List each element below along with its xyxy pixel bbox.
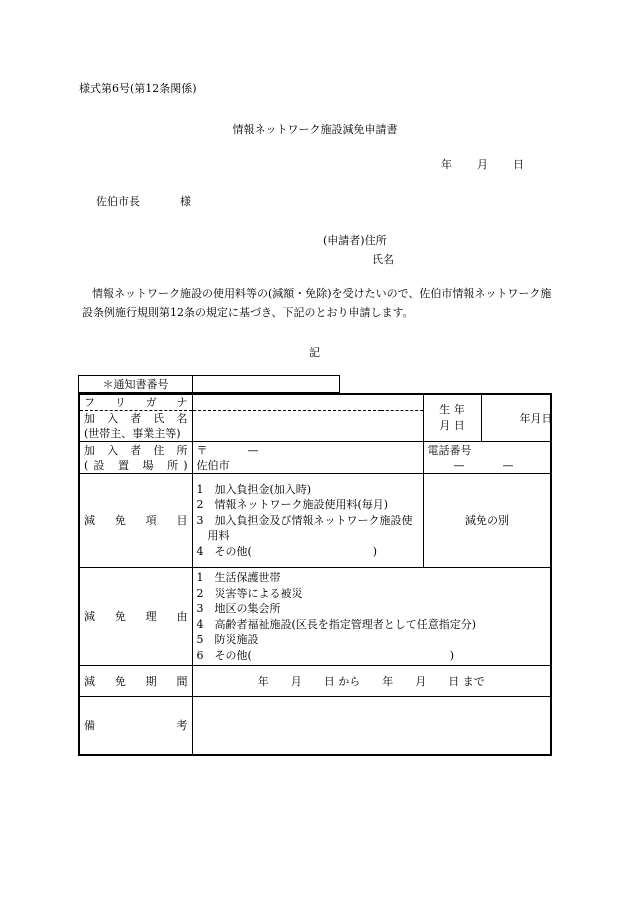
date-month-label: 月	[477, 158, 488, 171]
birthdate-label: 生 年 月 日	[423, 394, 481, 442]
remarks-label: 備 考	[79, 697, 192, 755]
phone-dash-1: —	[453, 458, 465, 472]
exemption-item: 2 情報ネットワーク施設使用料(毎月)	[196, 498, 389, 512]
exemption-items-list[interactable]	[192, 474, 423, 568]
request-body-text: 情報ネットワーク施設の使用料等の(減額・免除)を受けたいので、佐伯市情報ネットワーク施設条例施行規則第12条の規定に基づき、下記のとおり申請します。	[82, 287, 552, 319]
exemption-reason: 5 防災施設	[196, 633, 259, 646]
exemption-reason: 6 その他( )	[196, 648, 455, 662]
addressee-name: 佐伯市長	[96, 195, 140, 208]
exemption-period-field[interactable]: 年 月 日 から 年 月 日 まで	[192, 666, 551, 697]
birth-day-label: 日	[541, 411, 553, 425]
exemption-reason: 4 高齢者福祉施設(区長を指定管理者として任意指定分)	[196, 617, 477, 631]
postal-mark: 〒	[196, 443, 208, 457]
exemption-item: 3 加入負担金及び情報ネットワーク施設使	[196, 513, 413, 527]
birth-year-label: 年	[519, 411, 531, 425]
exemption-item: 用料	[196, 529, 230, 543]
applicant-address-label: (申請者)住所	[323, 234, 387, 247]
subscriber-name-field[interactable]	[192, 411, 423, 442]
exemption-reason: 3 地区の集会所	[196, 602, 281, 615]
date-day-label: 日	[513, 158, 524, 171]
exemption-type-label: 減免の別	[423, 474, 551, 568]
date-year-label: 年	[441, 158, 452, 171]
document-title: 情報ネットワーク施設減免申請書	[232, 123, 398, 136]
exemption-item: 1 加入負担金(加入時)	[196, 482, 312, 496]
city-text: 佐伯市	[196, 458, 230, 472]
birthdate-field[interactable]	[481, 394, 551, 442]
form-number: 様式第6号(第12条関係)	[79, 82, 197, 95]
notice-number-table	[78, 375, 340, 393]
phone-label: 電話番号	[427, 443, 472, 457]
exemption-reason: 2 災害等による被災	[196, 586, 303, 600]
birth-month-label: 月	[530, 411, 542, 425]
phone-dash-2: —	[502, 458, 514, 472]
subscriber-name-label: 加 入 者 氏 名 (世帯主、事業主等)	[79, 411, 192, 442]
exemption-reason: 1 生活保護世帯	[196, 571, 281, 584]
exemption-period-label: 減 免 期 間	[79, 666, 192, 697]
exemption-reason-label: 減 免 理 由	[79, 568, 192, 666]
furigana-field[interactable]	[192, 394, 423, 411]
ki-heading: 記	[309, 346, 320, 359]
exemption-items-label: 減 免 項 目	[79, 474, 192, 568]
postal-dash: —	[247, 443, 259, 457]
address-field[interactable]	[192, 442, 423, 474]
notice-number-field[interactable]	[193, 376, 340, 393]
phone-field[interactable]	[423, 442, 551, 474]
exemption-reason-list[interactable]	[192, 568, 551, 666]
application-form-table	[78, 393, 552, 756]
applicant-name-label: 氏名	[372, 253, 394, 266]
addressee-honorific: 様	[180, 195, 191, 208]
exemption-item: 4 その他( )	[196, 544, 378, 558]
remarks-field[interactable]	[192, 697, 551, 755]
notice-number-label: ＊通知書番号	[79, 376, 193, 393]
addressee	[96, 193, 191, 209]
address-label: 加 入 者 住 所 (設 置 場 所)	[79, 442, 192, 474]
furigana-label: フ リ ガ ナ	[79, 394, 192, 411]
